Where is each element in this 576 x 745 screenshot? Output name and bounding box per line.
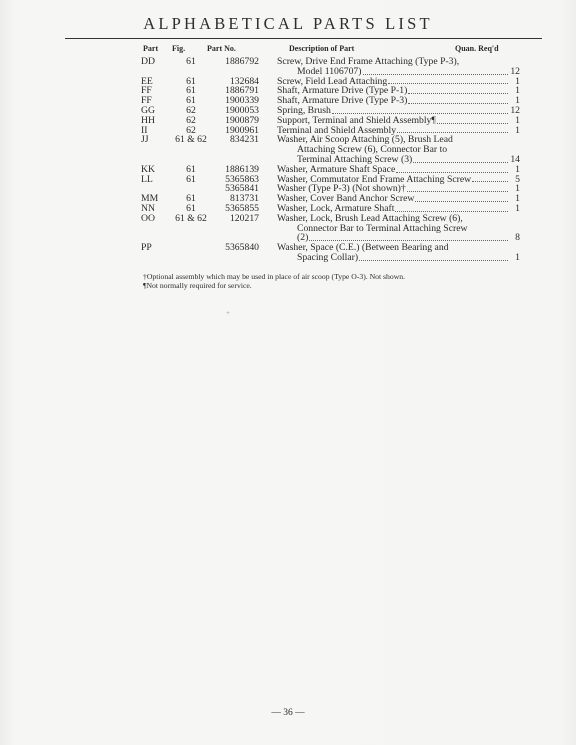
description-text: Terminal Attaching Screw (3) <box>297 153 413 165</box>
dot-leader <box>396 172 508 173</box>
description-line: Washer, Air Scoop Attaching (5), Brush Lead <box>277 134 453 146</box>
description-text: Support, Terminal and Shield Assembly¶ <box>277 114 436 126</box>
part-description <box>277 135 509 164</box>
part-code: MM <box>141 193 159 205</box>
column-gap <box>259 165 277 175</box>
description-text: Terminal and Shield Assembly <box>277 124 397 136</box>
column-gap <box>259 106 277 116</box>
description-text: Screw, Field Lead Attaching <box>277 75 388 87</box>
figure-number <box>172 243 210 263</box>
column-gap <box>259 204 277 214</box>
figure-number: 61 <box>186 95 196 107</box>
figure-number: 61 <box>186 173 196 185</box>
part-number: 5365863 <box>225 173 259 185</box>
table-row <box>141 214 520 243</box>
part-code: FF <box>141 95 152 107</box>
column-gap <box>259 86 277 96</box>
quantity-required: 1 <box>515 75 520 87</box>
figure-number: 62 <box>186 114 196 126</box>
description-line: Connector Bar to Terminal Attaching Screw <box>297 222 468 234</box>
part-code: KK <box>141 163 155 175</box>
part-number: 132684 <box>229 75 259 87</box>
quantity-required: 8 <box>515 232 520 244</box>
description-line: Washer, Lock, Brush Lead Attaching Screw (6), <box>277 212 463 224</box>
part-description <box>277 214 509 243</box>
column-gap <box>259 96 277 106</box>
column-gap <box>259 57 277 77</box>
quantity-required: 1 <box>515 163 520 175</box>
part-number: 813731 <box>229 193 259 205</box>
description-text: Washer, Commutator End Frame Attaching Screw <box>277 173 472 185</box>
parts-table-body <box>141 57 520 263</box>
part-number: 5365841 <box>225 183 259 195</box>
column-gap <box>259 175 277 185</box>
dot-leader <box>408 103 508 104</box>
quantity-required: 1 <box>515 114 520 126</box>
description-text: Washer, Armature Shaft Space <box>277 163 396 175</box>
column-gap <box>259 243 277 263</box>
part-number: 1886791 <box>225 85 259 97</box>
column-gap <box>259 116 277 126</box>
part-code: JJ <box>141 134 149 146</box>
dot-leader <box>309 240 508 241</box>
description-text: Washer, Cover Band Anchor Screw <box>277 193 415 205</box>
quantity-required: 14 <box>510 153 520 165</box>
figure-number: 61 <box>186 75 196 87</box>
figure-number: 61 & 62 <box>175 134 207 146</box>
footnotes <box>143 272 405 290</box>
description-text: Spring, Brush <box>277 104 331 116</box>
part-code: PP <box>141 242 152 254</box>
header-part-no: Part No. <box>207 44 236 53</box>
dot-leader <box>363 74 509 75</box>
quantity-required: 1 <box>515 85 520 97</box>
description-text: (2) <box>297 232 309 244</box>
dot-leader <box>397 132 508 133</box>
part-code: EE <box>141 75 153 87</box>
quantity-required: 1 <box>515 183 520 195</box>
dot-leader <box>415 201 508 202</box>
column-gap <box>259 77 277 87</box>
column-gap <box>259 135 277 164</box>
quantity-required: 1 <box>515 95 520 107</box>
dot-leader <box>408 93 508 94</box>
header-part: Part <box>143 44 159 53</box>
part-description <box>277 57 509 77</box>
description-line: Attaching Screw (6), Connector Bar to <box>297 144 448 156</box>
dot-leader <box>407 191 508 192</box>
page-number: — 36 — <box>271 708 305 718</box>
column-gap <box>259 126 277 136</box>
part-number: 1900053 <box>225 104 259 116</box>
part-code: LL <box>141 173 153 185</box>
description-line: Screw, Drive End Frame Attaching (Type P-3), <box>277 56 460 67</box>
dot-leader <box>332 113 508 114</box>
footnote-optional: †Optional assembly which may be used in place of air scoop (Type O-3). Not shown. <box>143 272 406 281</box>
column-gap <box>259 214 277 243</box>
part-code: NN <box>141 202 155 214</box>
part-code: OO <box>141 212 155 224</box>
part-number: 834231 <box>229 134 259 146</box>
table-row <box>141 135 520 164</box>
dot-leader <box>388 83 508 84</box>
part-code: FF <box>141 85 152 97</box>
table-row <box>141 57 520 77</box>
quantity-required: 1 <box>515 124 520 136</box>
figure-number: 61 <box>186 193 196 205</box>
part-number: 1900961 <box>225 124 259 136</box>
description-line: Washer, Space (C.E.) (Between Bearing and <box>277 242 449 254</box>
description-line <box>277 253 509 263</box>
header-description: Description of Part <box>289 44 355 53</box>
figure-number: 62 <box>186 104 196 116</box>
header-fig: Fig. <box>172 44 186 53</box>
figure-number: 61 & 62 <box>175 212 207 224</box>
description-text: Washer, Lock, Armature Shaft <box>277 202 395 214</box>
description-text: Spacing Collar) <box>297 251 359 263</box>
parts-table <box>141 57 520 263</box>
column-gap <box>259 184 277 194</box>
part-number: 1886139 <box>225 163 259 175</box>
column-gap <box>259 194 277 204</box>
figure-number: 61 <box>186 85 196 97</box>
page-title: ALPHABETICAL PARTS LIST <box>143 14 433 33</box>
quantity-required: 12 <box>510 65 520 77</box>
dot-leader <box>413 162 508 163</box>
figure-number: 61 <box>186 202 196 214</box>
print-speck: + <box>226 309 230 317</box>
part-number: 5365855 <box>225 202 259 214</box>
description-text: Model 1106707) <box>297 65 362 77</box>
figure-number: 61 <box>186 163 196 175</box>
part-number: 5365840 <box>225 242 259 254</box>
part-number: 1900339 <box>225 95 259 107</box>
title-rule <box>65 38 542 39</box>
part-number: 1886792 <box>225 56 259 67</box>
quantity-required: 1 <box>515 251 520 263</box>
figure-number: 62 <box>186 124 196 136</box>
description-text: Shaft, Armature Drive (Type P-3) <box>277 95 408 107</box>
dot-leader <box>437 123 508 124</box>
footnote-not-required: ¶Not normally required for service. <box>143 281 252 290</box>
quantity-required: 1 <box>515 202 520 214</box>
dot-leader <box>359 260 508 261</box>
description-text: Shaft, Armature Drive (Type P-1) <box>277 85 408 97</box>
part-description <box>277 243 509 263</box>
description-text: Washer (Type P-3) (Not shown)† <box>277 183 406 195</box>
part-code: HH <box>141 114 155 126</box>
quantity-required: 1 <box>515 193 520 205</box>
part-number: 120217 <box>229 212 259 224</box>
part-code: DD <box>141 56 155 67</box>
quantity-required: 12 <box>510 104 520 116</box>
part-code: II <box>141 124 148 136</box>
part-number: 1900879 <box>225 114 259 126</box>
dot-leader <box>472 181 508 182</box>
header-quantity: Quan. Req'd <box>455 44 499 53</box>
dot-leader <box>395 211 508 212</box>
quantity-required: 5 <box>515 173 520 185</box>
part-code: GG <box>141 104 155 116</box>
table-row <box>141 243 520 263</box>
figure-number: 61 <box>186 56 196 67</box>
